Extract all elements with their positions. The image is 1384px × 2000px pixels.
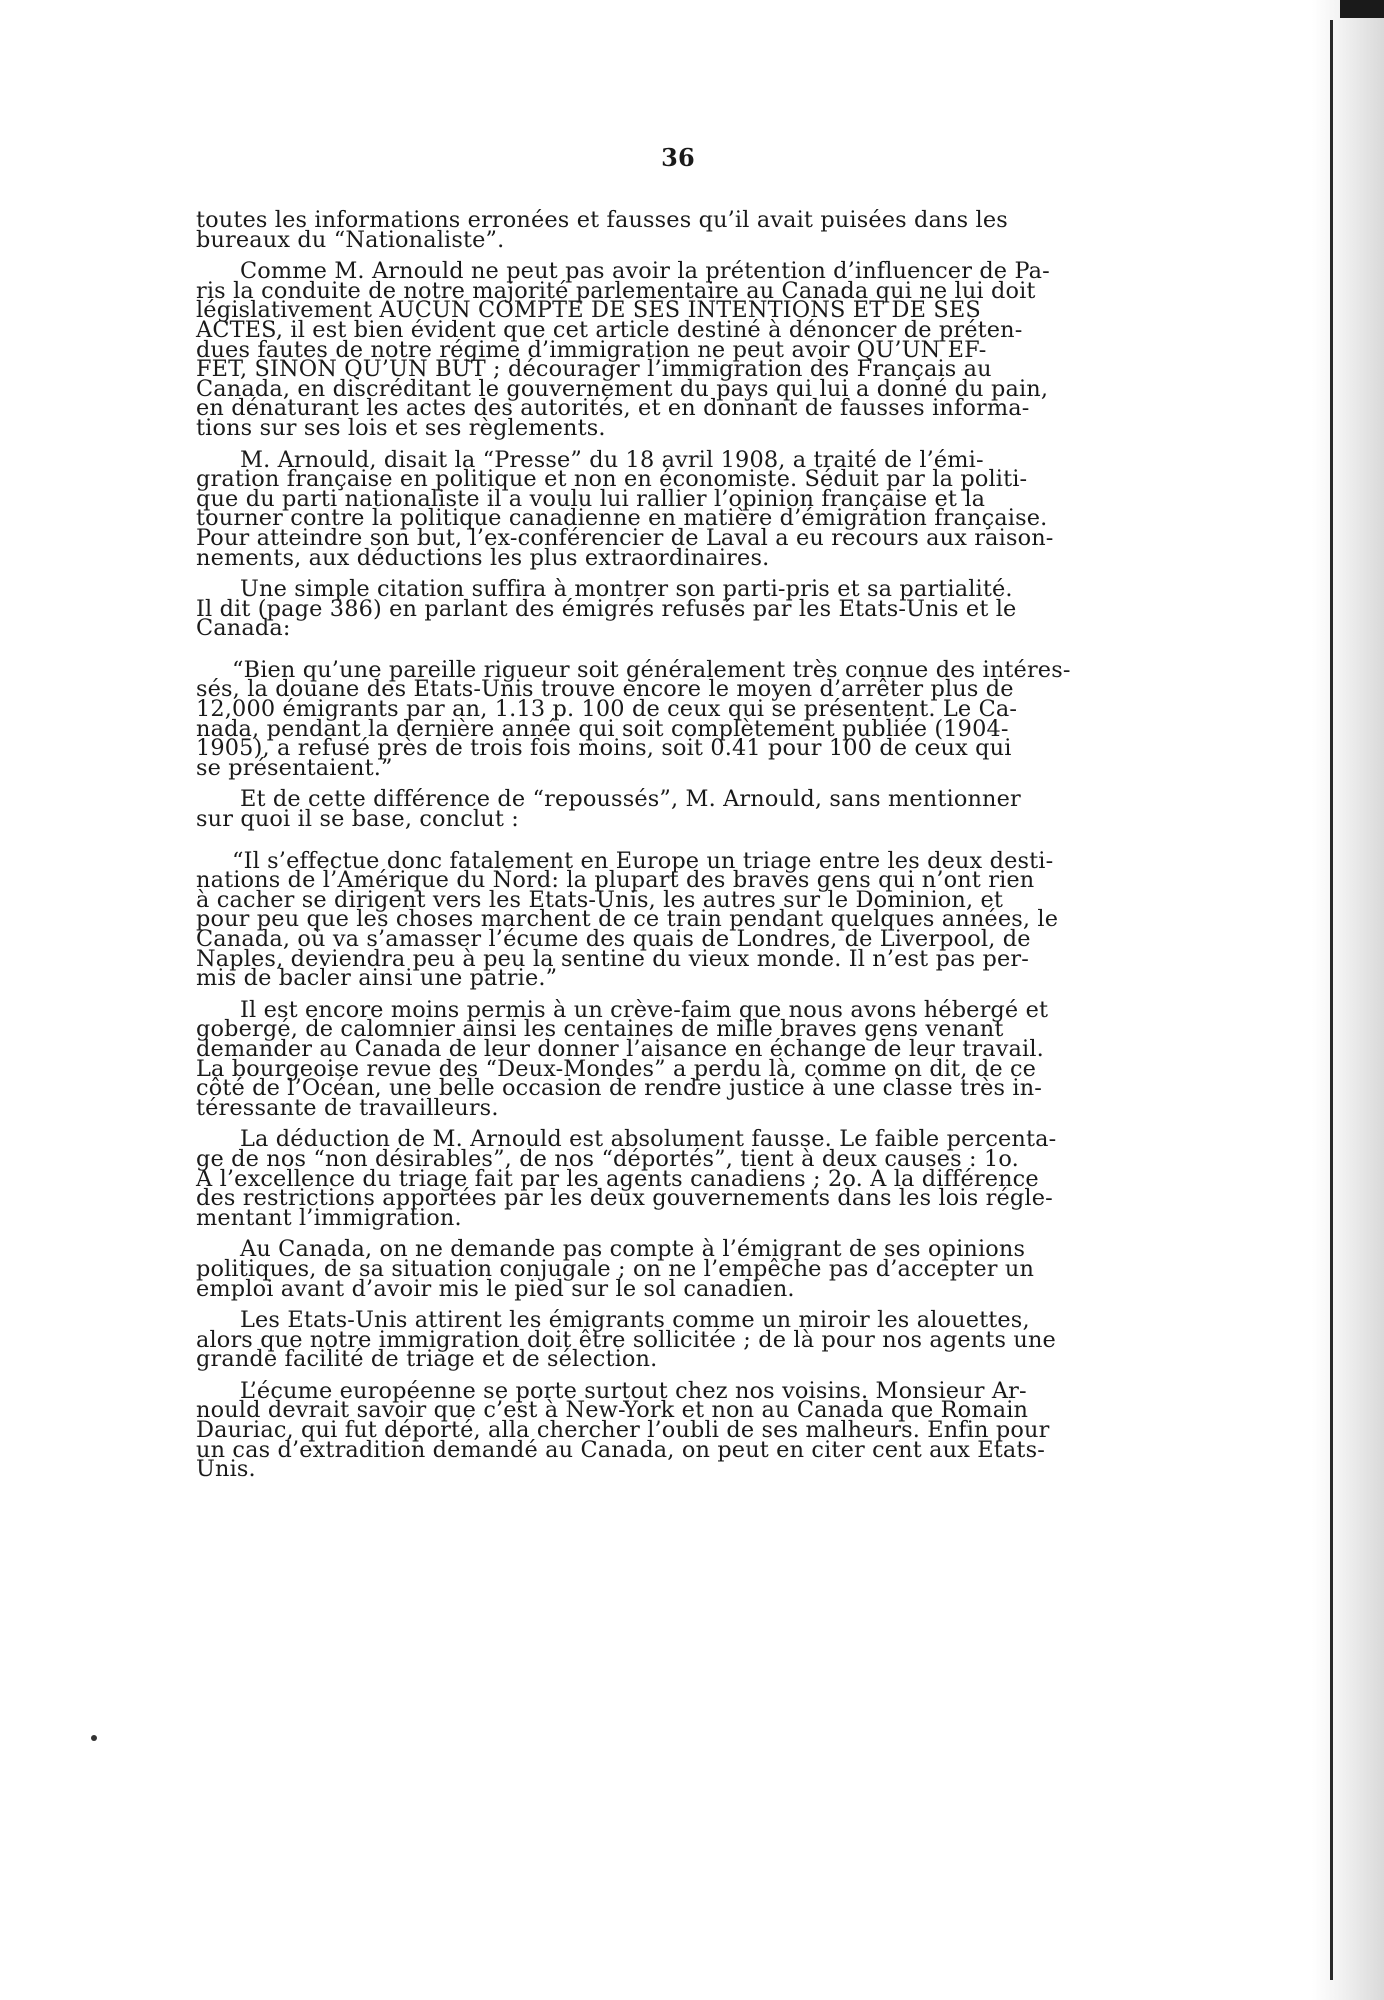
paragraph: Il est encore moins permis à un crève-faim que nous avons hébergé et gobergé, de calomnier ainsi les centaines de mille braves gens venant demander au Canada de leur donner l’aisance en échange de leur travail. La bourgeoise revue des “Deux-Mondes” a perdu là, comme on dit, de ce côté de l’Océan, une belle occasion de rendre justice à une classe très in- téressante de travailleurs.: [196, 996, 1049, 1121]
quotation-block: “Il s’effectue donc fatalement en Europe un triage entre les deux desti- nations de l’Amérique du Nord: la plupart des braves gens qui n’ont rien à cacher se dirigent vers les Etats-Unis, les autres sur le Dominion, et pour peu que les choses marchent de ce train pendant quelques années, le Canada, où va s’amasser l’écume des quais de Londres, de Liverpool, de Naples, deviendra peu à peu la sentine du vieux monde. Il n’est pas per- mis de bacler ainsi une patrie.”: [196, 847, 1059, 992]
paragraph: La déduction de M. Arnould est absolument fausse. Le faible percenta- ge de nos “non désirables”, de nos “déportés”, tient à deux causes : 1o. A l’excellence du triage fait par les agents canadiens ; 2o. A la différence des restrictions apportées par les deux gouvernements dans les lois régle- mentant l’immigration.: [196, 1126, 1057, 1231]
paragraph: M. Arnould, disait la “Presse” du 18 avril 1908, a traité de l’émi- gration française en politique et non en économiste. Séduit par la politi- que du parti nationaliste il a voulu lui rallier l’opinion française et la tourner contre la politique canadienne en matière d’émigration française. Pour atteindre son but, l’ex-conférencier de Laval a eu recours aux raison- nements, aux déductions les plus extraordinaires.: [196, 446, 1054, 571]
scanned-page-edge: [1312, 0, 1384, 2000]
paragraph: Comme M. Arnould ne peut pas avoir la prétention d’influencer de Pa- ris la conduite de notre majorité parlementaire au Canada qui ne lui doit législativement AUCUN COMPTE DE SES INTENTIONS ET DE SES ACTES, il est bien évident que cet article destiné à dénoncer de préten- dues fautes de notre régime d’immigration ne peut avoir QU’UN EF- FET, SINON QU’UN BUT ; décourager l’immigration des Français au Canada, en discréditant le gouvernement du pays qui lui a donné du pain, en dénaturant les actes des autorités, et en donnant de fausses informa- tions sur ses lois et ses règlements.: [196, 258, 1050, 441]
document-page: [196, 145, 1160, 1492]
margin-dot: [91, 1735, 97, 1741]
paragraph: Les Etats-Unis attirent les émigrants comme un miroir les alouettes, alors que notre immigration doit être sollicitée ; de là pour nos agents une grande facilité de triage et de sélection.: [196, 1307, 1056, 1373]
paragraph: Au Canada, on ne demande pas compte à l’émigrant de ses opinions politiques, de sa situation conjugale ; on ne l’empêche pas d’accepter un emploi avant d’avoir mis le pied sur le sol canadien.: [196, 1236, 1035, 1302]
paragraph: L’écume européenne se porte surtout chez nos voisins. Monsieur Ar- nould devrait savoir que c’est à New-York et non au Canada que Romain Dauriac, qui fut déporté, alla chercher l’oubli de ses malheurs. Enfin pour un cas d’extradition demandé au Canada, on peut en citer cent aux Etats- Unis.: [196, 1377, 1050, 1483]
page-number: 36: [661, 143, 695, 172]
paragraph: Et de cette différence de “repoussés”, M. Arnould, sans mentionner sur quoi il se base, conclut :: [196, 786, 1021, 833]
quotation-block: “Bien qu’une pareille rigueur soit généralement très connue des intéres- sés, la douane des Etats-Unis trouve encore le moyen d’arrêter plus de 12,000 émigrants par an, 1.13 p. 100 de ceux qui se présentent. Le Ca- nada, pendant la dernière année qui soit complètement publiée (1904- 1905), a refusé près de trois fois moins, soit 0.41 pour 100 de ceux qui se présentaient.”: [196, 656, 1071, 781]
paragraph: Une simple citation suffira à montrer son parti-pris et sa partialité. Il dit (page 386) en parlant des émigrés refusés par les Etats-Unis et le Canada:: [196, 576, 1017, 642]
paragraph-continued: toutes les informations erronées et fausses qu’il avait puisées dans les bureaux du “Nationaliste”.: [196, 207, 1008, 253]
